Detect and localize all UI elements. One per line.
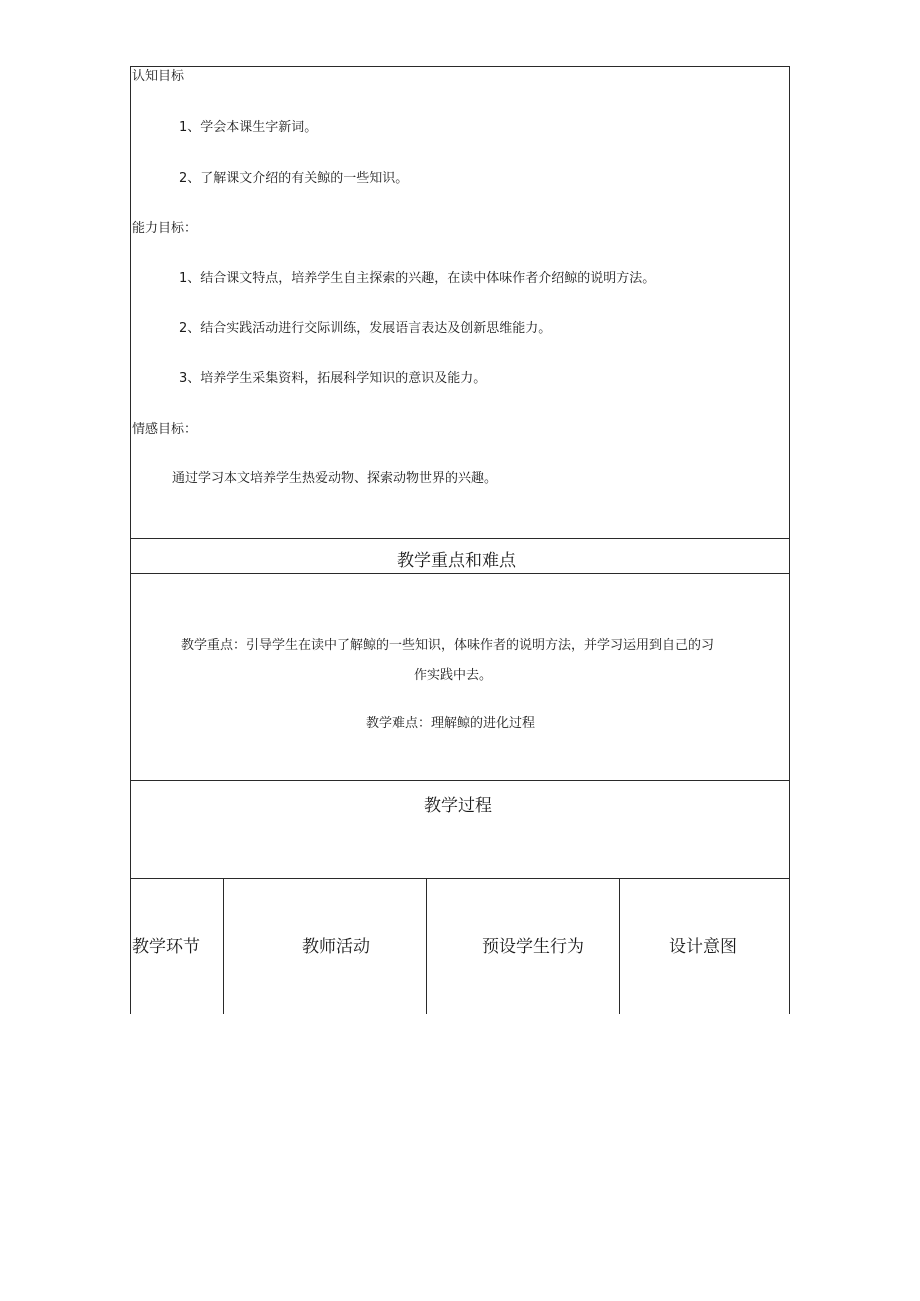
col-divider-2 <box>426 878 427 1014</box>
cognitive-item-2: 2、了解课文介绍的有关鲸的一些知识。 <box>179 171 409 186</box>
col-divider-1 <box>223 878 224 1014</box>
emotion-item-1: 通过学习本文培养学生热爱动物、探索动物世界的兴趣。 <box>172 471 498 486</box>
cognitive-item-1: 1、学会本课生字新词。 <box>179 120 318 135</box>
teaching-process-heading: 教学过程 <box>424 796 492 816</box>
row-divider-3 <box>130 780 790 781</box>
table-border-right <box>789 66 790 1014</box>
teaching-focus-line-1: 教学重点：引导学生在读中了解鲸的一些知识，体味作者的说明方法，并学习运用到自己的习 <box>181 638 715 653</box>
col-divider-3 <box>619 878 620 1014</box>
emotion-objectives-title: 情感目标： <box>132 422 198 437</box>
table-border-top <box>130 66 790 67</box>
column-header-student-behavior: 预设学生行为 <box>482 937 584 957</box>
ability-item-1: 1、结合课文特点，培养学生自主探索的兴趣，在读中体味作者介绍鲸的说明方法。 <box>179 271 656 286</box>
ability-objectives-title: 能力目标： <box>132 221 198 236</box>
column-header-teacher-activity: 教师活动 <box>302 937 370 957</box>
teaching-difficulty: 教学难点：理解鲸的进化过程 <box>366 716 536 731</box>
ability-item-2: 2、结合实践活动进行交际训练，发展语言表达及创新思维能力。 <box>179 321 552 336</box>
column-header-design-intent: 设计意图 <box>669 937 737 957</box>
table-border-left <box>130 66 131 1014</box>
cognitive-objectives-title: 认知目标 <box>132 69 185 84</box>
key-points-heading: 教学重点和难点 <box>397 551 516 571</box>
row-divider-2 <box>130 573 790 574</box>
row-divider-1 <box>130 538 790 539</box>
ability-item-3: 3、培养学生采集资料，拓展科学知识的意识及能力。 <box>179 371 487 386</box>
row-divider-4 <box>130 878 790 879</box>
column-header-teaching-stage: 教学环节 <box>132 937 200 957</box>
teaching-focus-line-2: 作实践中去。 <box>414 668 493 683</box>
